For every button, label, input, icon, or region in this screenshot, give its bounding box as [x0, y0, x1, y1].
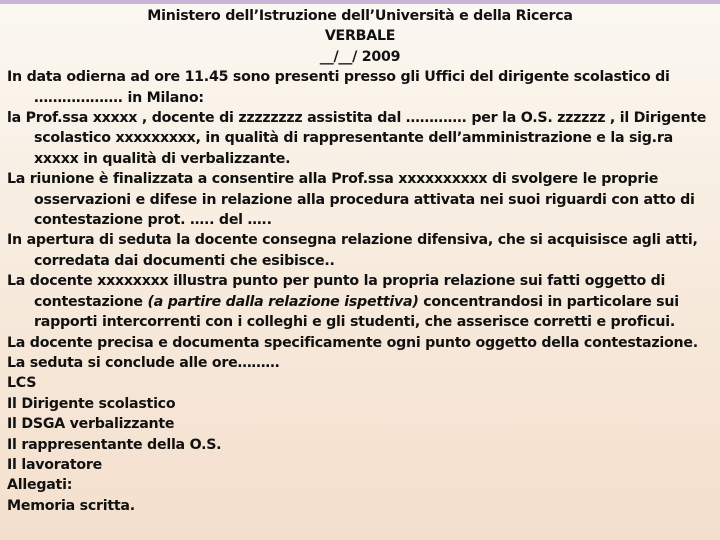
paragraph-presenti: In data odierna ad ore 11.45 sono presenti presso gli Uffici del dirigente scolastico di ………………. in Milano: — [7, 69, 670, 106]
paragraph-conclusione: La seduta si conclude alle ore……… — [7, 354, 280, 371]
top-accent-bar — [0, 0, 720, 4]
signature-lavoratore: Il lavoratore — [7, 456, 102, 473]
signature-dirigente: Il Dirigente scolastico — [7, 395, 176, 412]
attachments-label: Allegati: — [7, 477, 73, 494]
verbale-document — [7, 6, 717, 516]
paragraph-partecipanti: la Prof.ssa xxxxx , docente di zzzzzzzz assistita dal …………. per la O.S. zzzzzz , il Dirigente scolastico xxxxxxxxx, in qualità di rappresentante dell’amministrazione e la sig.ra xxxxx in qualità di verbalizzante. — [7, 110, 707, 167]
ministry-header: Ministero dell’Istruzione dell’Università e della Ricerca — [147, 8, 573, 24]
document-date: __/__/ 2009 — [319, 48, 401, 65]
illustrazione-text-end: concentrandosi in particolare sui rapporti intercorrenti con i colleghi e gli studenti, che asserisce corretti e proficui. — [34, 293, 679, 331]
illustrazione-text-start: La docente xxxxxxxx illustra punto per punto la propria relazione sui fatti oggetto di contestazione — [7, 273, 666, 310]
signature-rappresentante: Il rappresentante della O.S. — [7, 436, 222, 453]
paragraph-precisazione: La docente precisa e documenta specificamente ogni punto oggetto della contestazione. — [7, 334, 698, 351]
paragraph-finalita: La riunione è finalizzata a consentire alla Prof.ssa xxxxxxxxxx di svolgere le proprie osservazioni e difese in relazione alla procedura attivata nei suoi riguardi con atto di contestazione prot. ….. del ….. — [7, 171, 695, 229]
signature-lcs: LCS — [7, 375, 37, 392]
illustrazione-italic-note: (a partire dalla relazione ispettiva) — [147, 293, 419, 310]
paragraph-apertura: In apertura di seduta la docente consegna relazione difensiva, che si acquisisce agli atti, corredata dai documenti che esibisce.. — [7, 232, 698, 269]
paragraph-illustrazione — [7, 271, 717, 332]
attachment-item: Memoria scritta. — [7, 497, 135, 514]
signature-dsga: Il DSGA verbalizzante — [7, 416, 175, 433]
document-title: VERBALE — [324, 28, 396, 45]
